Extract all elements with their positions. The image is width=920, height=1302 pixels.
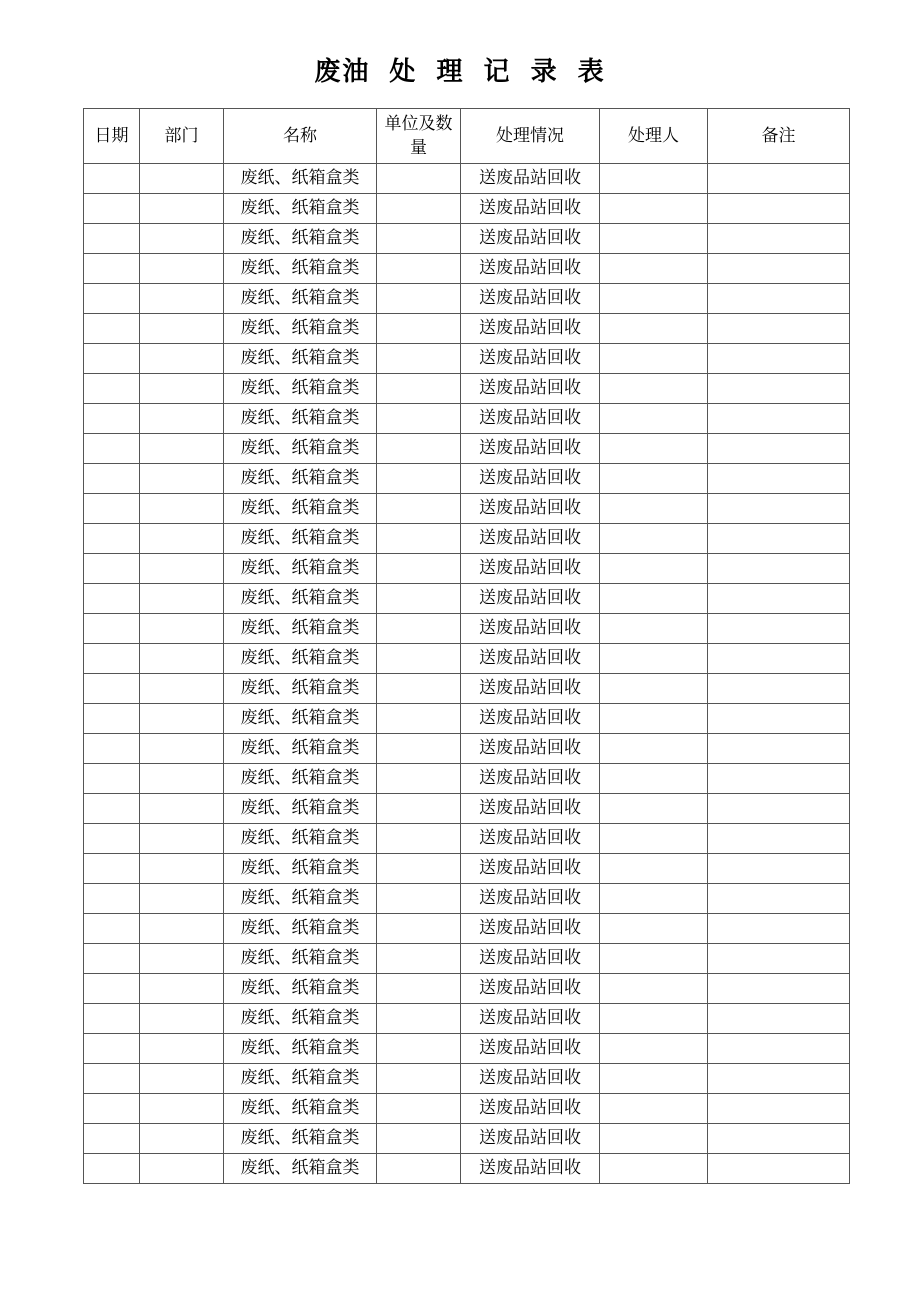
table-row: [84, 464, 850, 494]
handler-cell: [600, 194, 708, 224]
handler-cell: [600, 584, 708, 614]
unit-quantity-cell: [377, 164, 461, 194]
table-row: [84, 644, 850, 674]
date-cell: [84, 1004, 140, 1034]
handler-cell: [600, 404, 708, 434]
table-row: [84, 434, 850, 464]
table-row: [84, 344, 850, 374]
remarks-cell: [708, 224, 850, 254]
handling-cell: 送废品站回收: [461, 494, 600, 524]
remarks-cell: [708, 284, 850, 314]
date-cell: [84, 944, 140, 974]
handling-cell: 送废品站回收: [461, 224, 600, 254]
table-row: [84, 614, 850, 644]
name-cell: 废纸、纸箱盒类: [224, 344, 377, 374]
handler-cell: [600, 284, 708, 314]
name-cell: 废纸、纸箱盒类: [224, 554, 377, 584]
handler-cell: [600, 494, 708, 524]
record-rows: [84, 164, 850, 1184]
date-cell: [84, 494, 140, 524]
handler-cell: [600, 554, 708, 584]
unit-quantity-cell: [377, 434, 461, 464]
date-cell: [84, 464, 140, 494]
remarks-cell: [708, 944, 850, 974]
date-cell: [84, 614, 140, 644]
date-cell: [84, 1124, 140, 1154]
name-cell: 废纸、纸箱盒类: [224, 284, 377, 314]
date-cell: [84, 194, 140, 224]
remarks-cell: [708, 824, 850, 854]
handler-cell: [600, 854, 708, 884]
handler-cell: [600, 1034, 708, 1064]
handler-cell: [600, 914, 708, 944]
table-row: [84, 494, 850, 524]
department-cell: [140, 1094, 224, 1124]
remarks-cell: [708, 644, 850, 674]
unit-quantity-cell: [377, 884, 461, 914]
name-cell: 废纸、纸箱盒类: [224, 884, 377, 914]
unit-quantity-cell: [377, 464, 461, 494]
remarks-cell: [708, 164, 850, 194]
date-cell: [84, 314, 140, 344]
handling-cell: 送废品站回收: [461, 1064, 600, 1094]
date-cell: [84, 164, 140, 194]
table-row: [84, 254, 850, 284]
name-cell: 废纸、纸箱盒类: [224, 464, 377, 494]
handling-cell: 送废品站回收: [461, 1034, 600, 1064]
table-row: [84, 704, 850, 734]
unit-quantity-cell: [377, 854, 461, 884]
unit-quantity-cell: [377, 584, 461, 614]
record-table: [83, 108, 850, 1184]
department-cell: [140, 584, 224, 614]
department-cell: [140, 734, 224, 764]
handler-cell: [600, 314, 708, 344]
table-row: [84, 554, 850, 584]
handler-cell: [600, 374, 708, 404]
handling-cell: 送废品站回收: [461, 254, 600, 284]
handling-cell: 送废品站回收: [461, 734, 600, 764]
remarks-cell: [708, 494, 850, 524]
table-row: [84, 404, 850, 434]
unit-quantity-cell: [377, 824, 461, 854]
header-unit-quantity: 单位及数量: [377, 109, 461, 164]
table-row: [84, 974, 850, 1004]
date-cell: [84, 1064, 140, 1094]
name-cell: 废纸、纸箱盒类: [224, 404, 377, 434]
handler-cell: [600, 794, 708, 824]
name-cell: 废纸、纸箱盒类: [224, 1154, 377, 1184]
name-cell: 废纸、纸箱盒类: [224, 1094, 377, 1124]
table-row: [84, 1034, 850, 1064]
unit-quantity-cell: [377, 974, 461, 1004]
handling-cell: 送废品站回收: [461, 374, 600, 404]
handling-cell: 送废品站回收: [461, 944, 600, 974]
handling-cell: 送废品站回收: [461, 644, 600, 674]
handler-cell: [600, 1094, 708, 1124]
table-row: [84, 794, 850, 824]
handling-cell: 送废品站回收: [461, 764, 600, 794]
unit-quantity-cell: [377, 1064, 461, 1094]
date-cell: [84, 254, 140, 284]
date-cell: [84, 434, 140, 464]
handling-cell: 送废品站回收: [461, 524, 600, 554]
department-cell: [140, 1034, 224, 1064]
department-cell: [140, 494, 224, 524]
remarks-cell: [708, 1034, 850, 1064]
date-cell: [84, 854, 140, 884]
name-cell: 废纸、纸箱盒类: [224, 614, 377, 644]
remarks-cell: [708, 974, 850, 1004]
unit-quantity-cell: [377, 914, 461, 944]
unit-quantity-cell: [377, 944, 461, 974]
remarks-cell: [708, 434, 850, 464]
name-cell: 废纸、纸箱盒类: [224, 164, 377, 194]
table-row: [84, 1094, 850, 1124]
name-cell: 废纸、纸箱盒类: [224, 254, 377, 284]
date-cell: [84, 404, 140, 434]
remarks-cell: [708, 1064, 850, 1094]
remarks-cell: [708, 194, 850, 224]
remarks-cell: [708, 734, 850, 764]
handler-cell: [600, 164, 708, 194]
department-cell: [140, 704, 224, 734]
table-row: [84, 194, 850, 224]
remarks-cell: [708, 854, 850, 884]
date-cell: [84, 1034, 140, 1064]
name-cell: 废纸、纸箱盒类: [224, 824, 377, 854]
name-cell: 废纸、纸箱盒类: [224, 494, 377, 524]
unit-quantity-cell: [377, 404, 461, 434]
handler-cell: [600, 1124, 708, 1154]
department-cell: [140, 344, 224, 374]
remarks-cell: [708, 914, 850, 944]
handler-cell: [600, 464, 708, 494]
department-cell: [140, 1004, 224, 1034]
date-cell: [84, 704, 140, 734]
name-cell: 废纸、纸箱盒类: [224, 434, 377, 464]
unit-quantity-cell: [377, 254, 461, 284]
department-cell: [140, 164, 224, 194]
name-cell: 废纸、纸箱盒类: [224, 704, 377, 734]
remarks-cell: [708, 1124, 850, 1154]
remarks-cell: [708, 584, 850, 614]
header-department: 部门: [140, 109, 224, 164]
unit-quantity-cell: [377, 194, 461, 224]
department-cell: [140, 1124, 224, 1154]
department-cell: [140, 1154, 224, 1184]
unit-quantity-cell: [377, 1094, 461, 1124]
date-cell: [84, 224, 140, 254]
handling-cell: 送废品站回收: [461, 284, 600, 314]
name-cell: 废纸、纸箱盒类: [224, 224, 377, 254]
department-cell: [140, 284, 224, 314]
table-row: [84, 1004, 850, 1034]
department-cell: [140, 434, 224, 464]
handler-cell: [600, 974, 708, 1004]
table-row: [84, 164, 850, 194]
department-cell: [140, 764, 224, 794]
name-cell: 废纸、纸箱盒类: [224, 974, 377, 1004]
handler-cell: [600, 614, 708, 644]
handling-cell: 送废品站回收: [461, 1124, 600, 1154]
department-cell: [140, 974, 224, 1004]
department-cell: [140, 194, 224, 224]
remarks-cell: [708, 1094, 850, 1124]
handling-cell: 送废品站回收: [461, 464, 600, 494]
name-cell: 废纸、纸箱盒类: [224, 1004, 377, 1034]
unit-quantity-cell: [377, 374, 461, 404]
handling-cell: 送废品站回收: [461, 344, 600, 374]
date-cell: [84, 644, 140, 674]
table-row: [84, 1124, 850, 1154]
unit-quantity-cell: [377, 614, 461, 644]
date-cell: [84, 824, 140, 854]
table-row: [84, 374, 850, 404]
unit-quantity-cell: [377, 494, 461, 524]
handler-cell: [600, 254, 708, 284]
date-cell: [84, 1094, 140, 1124]
handling-cell: 送废品站回收: [461, 194, 600, 224]
date-cell: [84, 344, 140, 374]
date-cell: [84, 584, 140, 614]
table-row: [84, 584, 850, 614]
unit-quantity-cell: [377, 344, 461, 374]
handler-cell: [600, 644, 708, 674]
unit-quantity-cell: [377, 314, 461, 344]
remarks-cell: [708, 464, 850, 494]
table-row: [84, 884, 850, 914]
table-row: [84, 824, 850, 854]
unit-quantity-cell: [377, 704, 461, 734]
handler-cell: [600, 674, 708, 704]
remarks-cell: [708, 344, 850, 374]
handling-cell: 送废品站回收: [461, 434, 600, 464]
handler-cell: [600, 704, 708, 734]
table-row: [84, 524, 850, 554]
date-cell: [84, 284, 140, 314]
name-cell: 废纸、纸箱盒类: [224, 1064, 377, 1094]
table-row: [84, 284, 850, 314]
unit-quantity-cell: [377, 1154, 461, 1184]
handler-cell: [600, 824, 708, 854]
department-cell: [140, 404, 224, 434]
unit-quantity-cell: [377, 1034, 461, 1064]
name-cell: 废纸、纸箱盒类: [224, 854, 377, 884]
name-cell: 废纸、纸箱盒类: [224, 914, 377, 944]
unit-quantity-cell: [377, 734, 461, 764]
table-row: [84, 1064, 850, 1094]
unit-quantity-cell: [377, 794, 461, 824]
handling-cell: 送废品站回收: [461, 1094, 600, 1124]
remarks-cell: [708, 254, 850, 284]
handler-cell: [600, 524, 708, 554]
handler-cell: [600, 1004, 708, 1034]
name-cell: 废纸、纸箱盒类: [224, 794, 377, 824]
date-cell: [84, 674, 140, 704]
table-row: [84, 764, 850, 794]
remarks-cell: [708, 404, 850, 434]
department-cell: [140, 464, 224, 494]
handling-cell: 送废品站回收: [461, 314, 600, 344]
header-remarks: 备注: [708, 109, 850, 164]
department-cell: [140, 674, 224, 704]
name-cell: 废纸、纸箱盒类: [224, 1034, 377, 1064]
table-row: [84, 1154, 850, 1184]
unit-quantity-cell: [377, 554, 461, 584]
handler-cell: [600, 1154, 708, 1184]
handling-cell: 送废品站回收: [461, 164, 600, 194]
name-cell: 废纸、纸箱盒类: [224, 764, 377, 794]
department-cell: [140, 254, 224, 284]
handler-cell: [600, 434, 708, 464]
name-cell: 废纸、纸箱盒类: [224, 314, 377, 344]
department-cell: [140, 1064, 224, 1094]
department-cell: [140, 944, 224, 974]
table-row: [84, 944, 850, 974]
remarks-cell: [708, 764, 850, 794]
unit-quantity-cell: [377, 524, 461, 554]
name-cell: 废纸、纸箱盒类: [224, 524, 377, 554]
date-cell: [84, 554, 140, 584]
unit-quantity-cell: [377, 1124, 461, 1154]
department-cell: [140, 794, 224, 824]
unit-quantity-cell: [377, 1004, 461, 1034]
department-cell: [140, 824, 224, 854]
unit-quantity-cell: [377, 224, 461, 254]
header-row: [84, 109, 850, 164]
handling-cell: 送废品站回收: [461, 614, 600, 644]
date-cell: [84, 974, 140, 1004]
handling-cell: 送废品站回收: [461, 1154, 600, 1184]
remarks-cell: [708, 374, 850, 404]
department-cell: [140, 554, 224, 584]
unit-quantity-cell: [377, 674, 461, 704]
table-row: [84, 674, 850, 704]
date-cell: [84, 374, 140, 404]
handling-cell: 送废品站回收: [461, 1004, 600, 1034]
handling-cell: 送废品站回收: [461, 674, 600, 704]
page-title: 废油 处 理 记 录 表: [314, 57, 606, 87]
department-cell: [140, 914, 224, 944]
department-cell: [140, 374, 224, 404]
remarks-cell: [708, 554, 850, 584]
handling-cell: 送废品站回收: [461, 884, 600, 914]
table-row: [84, 734, 850, 764]
remarks-cell: [708, 314, 850, 344]
department-cell: [140, 524, 224, 554]
name-cell: 废纸、纸箱盒类: [224, 1124, 377, 1154]
date-cell: [84, 524, 140, 554]
handling-cell: 送废品站回收: [461, 704, 600, 734]
date-cell: [84, 1154, 140, 1184]
remarks-cell: [708, 794, 850, 824]
handler-cell: [600, 764, 708, 794]
unit-quantity-cell: [377, 644, 461, 674]
header-name: 名称: [224, 109, 377, 164]
remarks-cell: [708, 524, 850, 554]
department-cell: [140, 644, 224, 674]
date-cell: [84, 794, 140, 824]
department-cell: [140, 224, 224, 254]
handler-cell: [600, 734, 708, 764]
remarks-cell: [708, 884, 850, 914]
date-cell: [84, 884, 140, 914]
name-cell: 废纸、纸箱盒类: [224, 944, 377, 974]
remarks-cell: [708, 674, 850, 704]
name-cell: 废纸、纸箱盒类: [224, 374, 377, 404]
name-cell: 废纸、纸箱盒类: [224, 734, 377, 764]
department-cell: [140, 614, 224, 644]
header-date: 日期: [84, 109, 140, 164]
name-cell: 废纸、纸箱盒类: [224, 194, 377, 224]
handling-cell: 送废品站回收: [461, 554, 600, 584]
table-row: [84, 314, 850, 344]
remarks-cell: [708, 1004, 850, 1034]
unit-quantity-cell: [377, 764, 461, 794]
unit-quantity-cell: [377, 284, 461, 314]
table-row: [84, 914, 850, 944]
handling-cell: 送废品站回收: [461, 794, 600, 824]
department-cell: [140, 854, 224, 884]
department-cell: [140, 884, 224, 914]
remarks-cell: [708, 614, 850, 644]
header-handler: 处理人: [600, 109, 708, 164]
table-row: [84, 854, 850, 884]
handling-cell: 送废品站回收: [461, 854, 600, 884]
date-cell: [84, 734, 140, 764]
name-cell: 废纸、纸箱盒类: [224, 674, 377, 704]
remarks-cell: [708, 704, 850, 734]
name-cell: 废纸、纸箱盒类: [224, 644, 377, 674]
handler-cell: [600, 224, 708, 254]
remarks-cell: [708, 1154, 850, 1184]
date-cell: [84, 764, 140, 794]
handler-cell: [600, 344, 708, 374]
handler-cell: [600, 944, 708, 974]
table-row: [84, 224, 850, 254]
handling-cell: 送废品站回收: [461, 914, 600, 944]
handling-cell: 送废品站回收: [461, 824, 600, 854]
handling-cell: 送废品站回收: [461, 404, 600, 434]
name-cell: 废纸、纸箱盒类: [224, 584, 377, 614]
header-handling: 处理情况: [461, 109, 600, 164]
department-cell: [140, 314, 224, 344]
handler-cell: [600, 884, 708, 914]
handling-cell: 送废品站回收: [461, 974, 600, 1004]
date-cell: [84, 914, 140, 944]
handler-cell: [600, 1064, 708, 1094]
handling-cell: 送废品站回收: [461, 584, 600, 614]
